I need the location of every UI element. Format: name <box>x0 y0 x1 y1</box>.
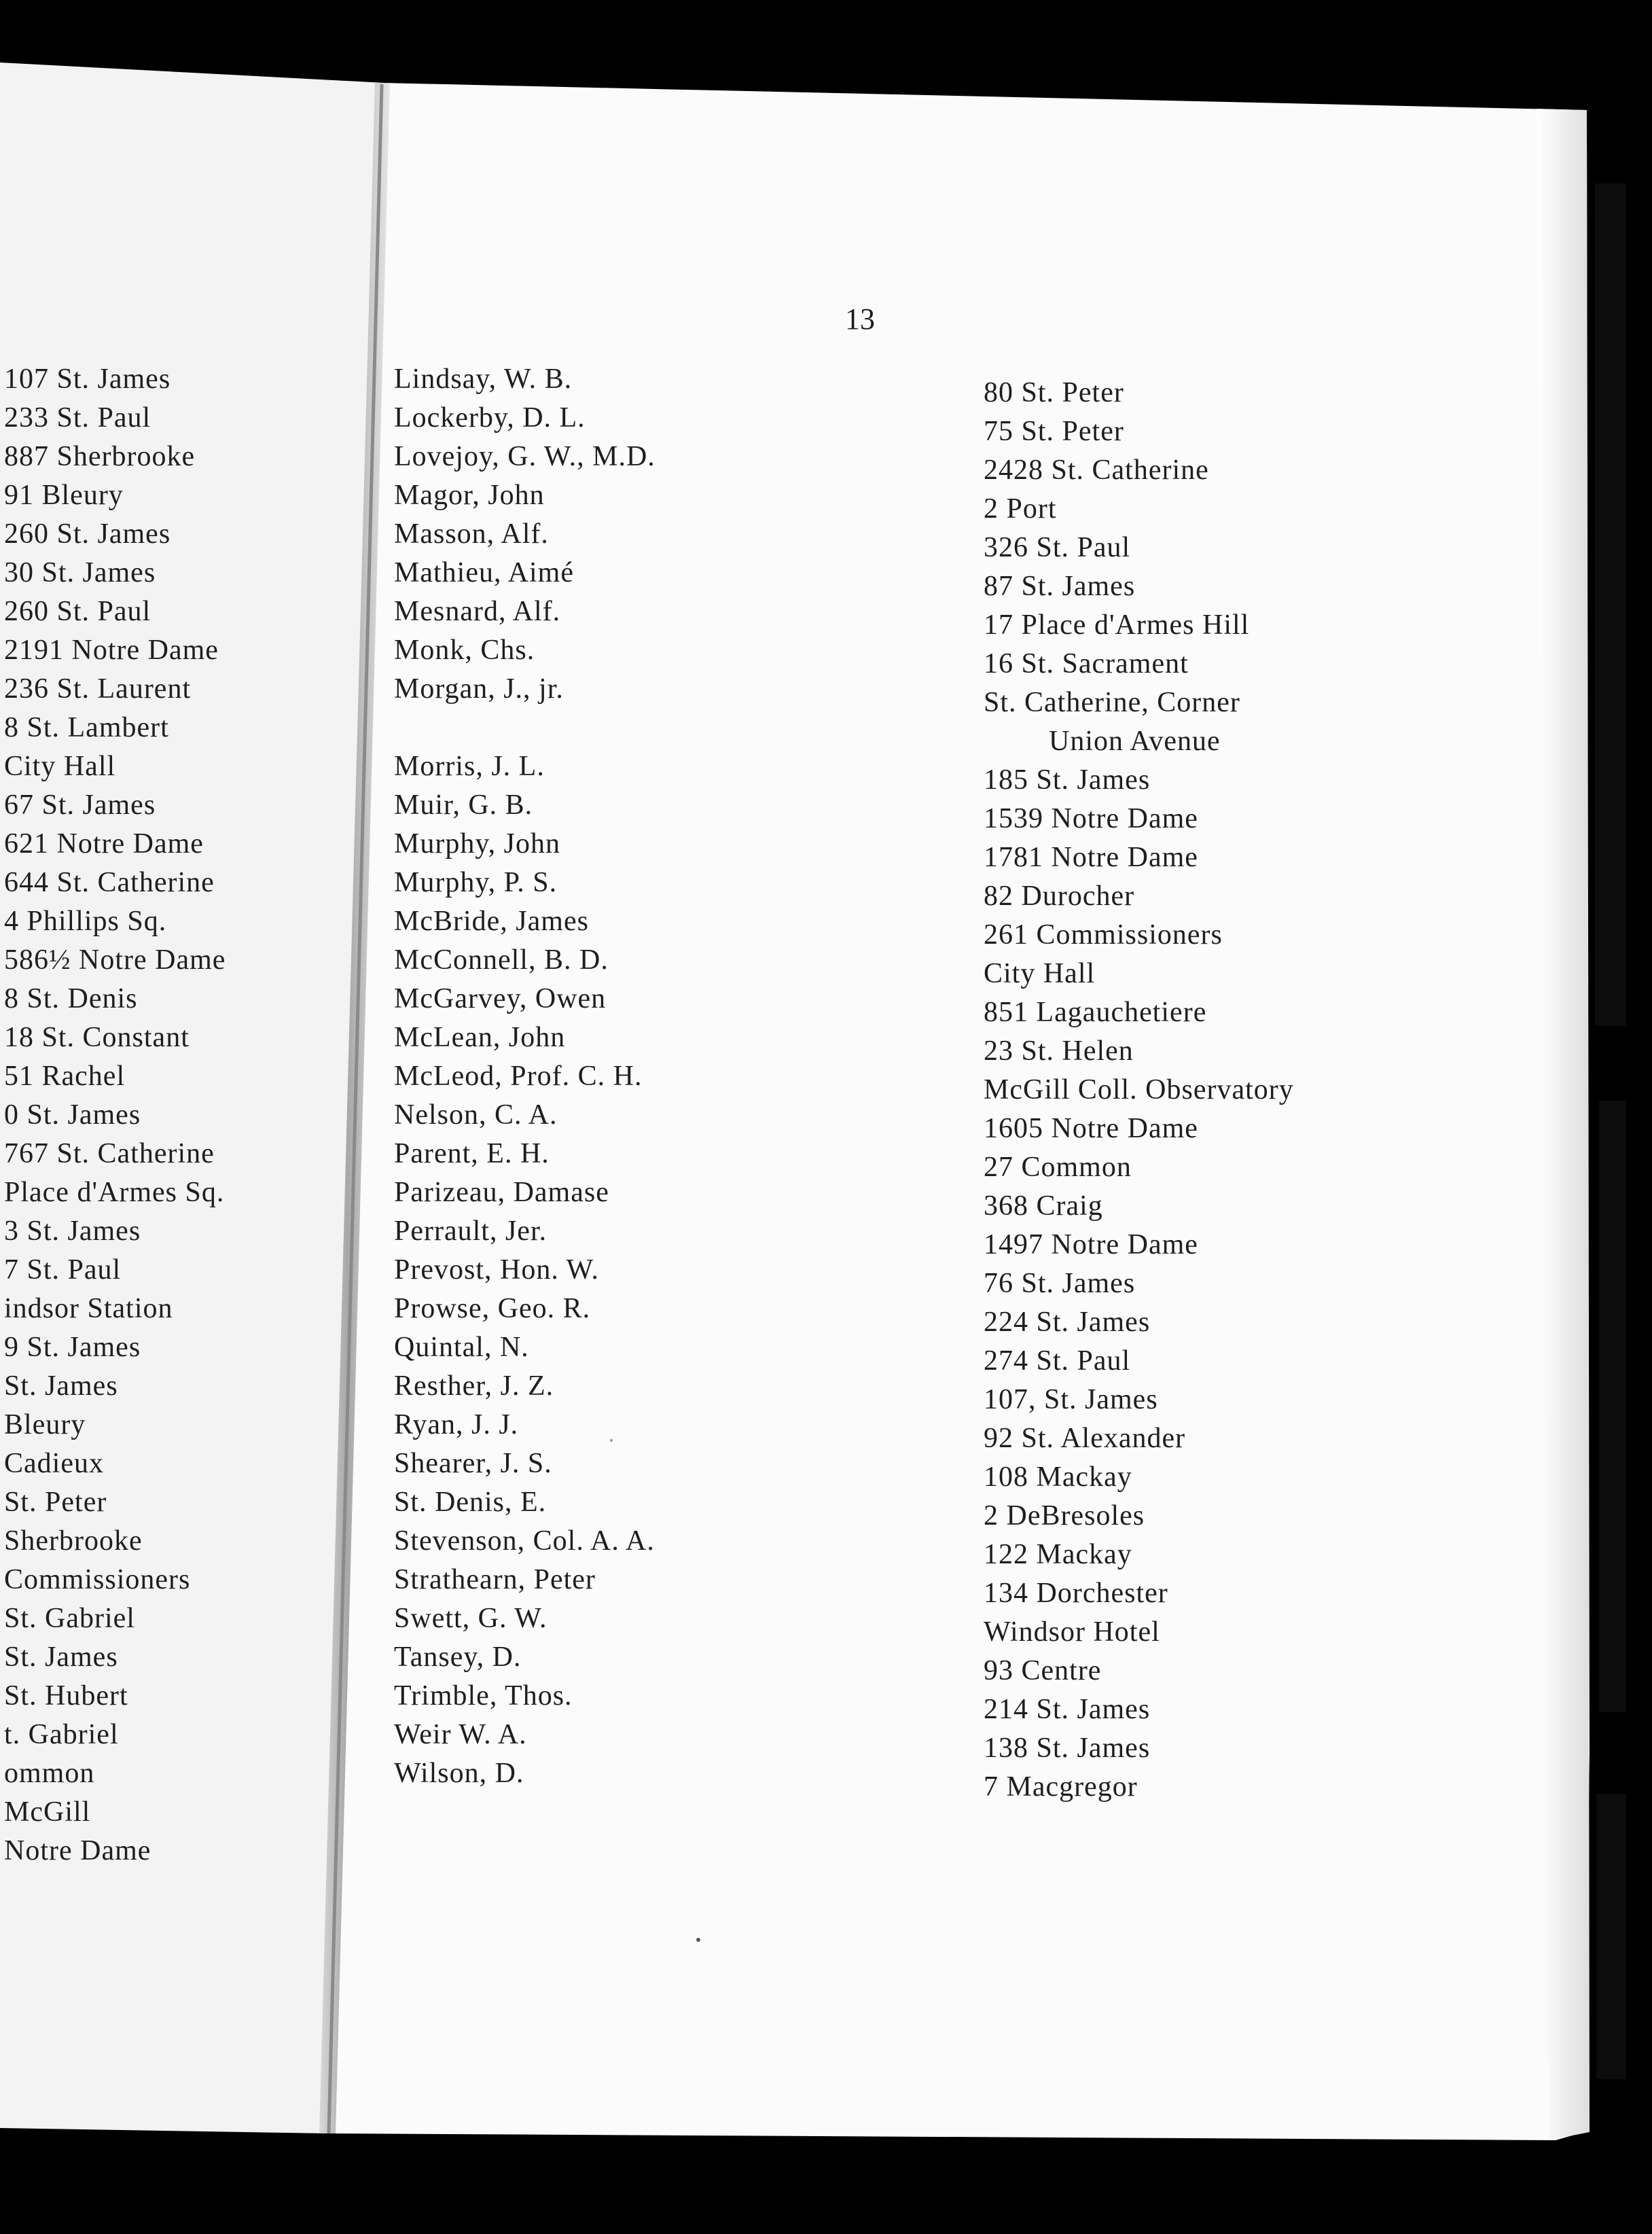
address-entry: 134 Dorchester <box>984 1578 1168 1609</box>
name-entry: Mathieu, Aimé <box>394 557 574 588</box>
name-entry: Lindsay, W. B. <box>394 364 573 395</box>
address-entry: 185 St. James <box>984 764 1151 796</box>
address-entry: 261 Commissioners <box>984 919 1223 951</box>
name-entry: McLeod, Prof. C. H. <box>394 1061 643 1092</box>
left-page-address-line: t. Gabriel <box>4 1719 119 1750</box>
address-entry: 76 St. James <box>984 1268 1136 1299</box>
name-entry: Mesnard, Alf. <box>394 596 561 627</box>
address-entry: 214 St. James <box>984 1694 1151 1725</box>
address-entry: 108 Mackay <box>984 1461 1132 1493</box>
left-page-address-line: 91 Bleury <box>4 480 124 511</box>
name-entry: Resther, J. Z. <box>394 1370 554 1402</box>
name-entry: Prevost, Hon. W. <box>394 1254 599 1286</box>
name-entry: Lovejoy, G. W., M.D. <box>394 441 656 472</box>
address-entry: 1605 Notre Dame <box>984 1113 1198 1144</box>
addresses-column <box>984 374 1294 1807</box>
left-page-address-line: 260 St. Paul <box>4 596 151 627</box>
left-page-address-line: 18 St. Constant <box>4 1022 190 1053</box>
address-entry: 27 Common <box>984 1152 1132 1183</box>
address-entry: 75 St. Peter <box>984 416 1124 447</box>
left-page-address-line: 644 St. Catherine <box>4 867 215 898</box>
left-page-address-line: 8 St. Lambert <box>4 712 169 743</box>
name-entry: Murphy, P. S. <box>394 867 558 898</box>
edge-tab <box>1599 1101 1626 1712</box>
name-entry: Lockerby, D. L. <box>394 402 586 433</box>
address-entry: 107, St. James <box>984 1384 1158 1415</box>
left-page-address-line: Place d'Armes Sq. <box>4 1177 225 1208</box>
left-page-address-line: St. Gabriel <box>4 1603 135 1634</box>
left-page-address-line: Cadieux <box>4 1448 104 1479</box>
left-page-address-line: ommon <box>4 1758 95 1789</box>
edge-tab <box>1596 1794 1626 2079</box>
name-entry: Trimble, Thos. <box>394 1680 573 1712</box>
left-page-address-line: 586½ Notre Dame <box>4 944 226 976</box>
name-entry: Swett, G. W. <box>394 1603 547 1634</box>
address-entry: 2 DeBresoles <box>984 1500 1145 1531</box>
left-page-address-line: 3 St. James <box>4 1216 141 1247</box>
address-entry: 326 St. Paul <box>984 532 1131 563</box>
left-page-address-line: indsor Station <box>4 1293 173 1324</box>
address-entry: McGill Coll. Observatory <box>984 1074 1294 1105</box>
address-entry: 80 St. Peter <box>984 377 1124 408</box>
name-entry: Murphy, John <box>394 828 560 859</box>
name-entry: Morgan, J., jr. <box>394 673 564 705</box>
scan-speck <box>696 1938 700 1942</box>
name-entry: Prowse, Geo. R. <box>394 1293 591 1324</box>
left-page-address-line: 887 Sherbrooke <box>4 441 196 472</box>
group-spacer <box>394 709 656 747</box>
name-entry: Stevenson, Col. A. A. <box>394 1525 655 1557</box>
name-entry: Magor, John <box>394 480 545 511</box>
address-entry: 1497 Notre Dame <box>984 1229 1198 1260</box>
left-page-address-column <box>4 360 226 1870</box>
name-entry: McLean, John <box>394 1022 566 1053</box>
left-page-address-line: 236 St. Laurent <box>4 673 192 705</box>
left-page-address-line: Notre Dame <box>4 1835 151 1866</box>
name-entry: Masson, Alf. <box>394 518 549 550</box>
left-page-address-line: 7 St. Paul <box>4 1254 122 1286</box>
name-entry: Perrault, Jer. <box>394 1216 547 1247</box>
name-entry: Weir W. A. <box>394 1719 527 1750</box>
address-entry: 2428 St. Catherine <box>984 455 1209 486</box>
names-column <box>394 360 656 1793</box>
name-entry: McConnell, B. D. <box>394 944 609 976</box>
left-page-address-line: 767 St. Catherine <box>4 1138 215 1169</box>
left-page-address-line: 621 Notre Dame <box>4 828 204 859</box>
left-page-address-line: St. Peter <box>4 1487 107 1518</box>
name-entry: Monk, Chs. <box>394 635 535 666</box>
left-page-address-line: St. James <box>4 1370 118 1402</box>
name-entry: Muir, G. B. <box>394 790 533 821</box>
left-page-address-line: 2191 Notre Dame <box>4 635 219 666</box>
left-page-address-line: 67 St. James <box>4 790 156 821</box>
left-page-address-line: 30 St. James <box>4 557 156 588</box>
name-entry: McGarvey, Owen <box>394 983 607 1014</box>
name-entry: Parent, E. H. <box>394 1138 550 1169</box>
left-page-address-line: St. Hubert <box>4 1680 128 1712</box>
left-page-address-line: 9 St. James <box>4 1332 141 1363</box>
name-entry: Parizeau, Damase <box>394 1177 609 1208</box>
name-entry: Tansey, D. <box>394 1642 522 1673</box>
left-page-address-line: 51 Rachel <box>4 1061 126 1092</box>
name-entry: Wilson, D. <box>394 1758 524 1789</box>
left-page-address-line: 107 St. James <box>4 364 171 395</box>
address-entry: Windsor Hotel <box>984 1616 1160 1648</box>
address-entry: 1781 Notre Dame <box>984 842 1198 873</box>
address-entry: 2 Port <box>984 493 1057 525</box>
left-page-address-line: McGill <box>4 1796 91 1828</box>
address-entry: 16 St. Sacrament <box>984 648 1189 679</box>
left-page-address-line: City Hall <box>4 751 116 782</box>
left-page-address-line: St. James <box>4 1642 118 1673</box>
address-entry: St. Catherine, Corner <box>984 687 1240 718</box>
address-entry: 87 St. James <box>984 571 1136 602</box>
address-entry: 82 Durocher <box>984 881 1135 912</box>
address-entry: 17 Place d'Armes Hill <box>984 609 1250 641</box>
address-entry: 138 St. James <box>984 1733 1151 1764</box>
address-entry: 274 St. Paul <box>984 1345 1131 1377</box>
left-page-address-line: Bleury <box>4 1409 86 1440</box>
address-entry-continuation: Union Avenue <box>1049 726 1221 757</box>
left-page-address-line: 0 St. James <box>4 1099 141 1131</box>
left-page-address-line: 4 Phillips Sq. <box>4 906 167 937</box>
name-entry: Quintal, N. <box>394 1332 529 1363</box>
address-entry: 122 Mackay <box>984 1539 1132 1570</box>
address-entry: 92 St. Alexander <box>984 1423 1186 1454</box>
left-page-address-line: Sherbrooke <box>4 1525 143 1557</box>
left-page-address-line: Commissioners <box>4 1564 191 1595</box>
name-entry: Ryan, J. J. <box>394 1409 519 1440</box>
name-entry: Strathearn, Peter <box>394 1564 596 1595</box>
page-number: 13 <box>845 302 875 336</box>
address-entry: 93 Centre <box>984 1655 1102 1686</box>
address-entry: 7 Macgregor <box>984 1771 1138 1803</box>
edge-tab <box>1595 183 1626 1026</box>
name-entry: St. Denis, E. <box>394 1487 547 1518</box>
left-page-address-line: 8 St. Denis <box>4 983 138 1014</box>
name-entry: Shearer, J. S. <box>394 1448 552 1479</box>
address-entry: 1539 Notre Dame <box>984 803 1198 834</box>
name-entry: McBride, James <box>394 906 589 937</box>
name-entry: Morris, J. L. <box>394 751 545 782</box>
name-entry: Nelson, C. A. <box>394 1099 558 1131</box>
left-page-address-line: 260 St. James <box>4 518 171 550</box>
address-entry: 23 St. Helen <box>984 1035 1134 1067</box>
address-entry: City Hall <box>984 958 1096 989</box>
address-entry: 224 St. James <box>984 1307 1151 1338</box>
address-entry: 851 Lagauchetiere <box>984 997 1207 1028</box>
left-page-address-line: 233 St. Paul <box>4 402 151 433</box>
address-entry: 368 Craig <box>984 1190 1103 1222</box>
